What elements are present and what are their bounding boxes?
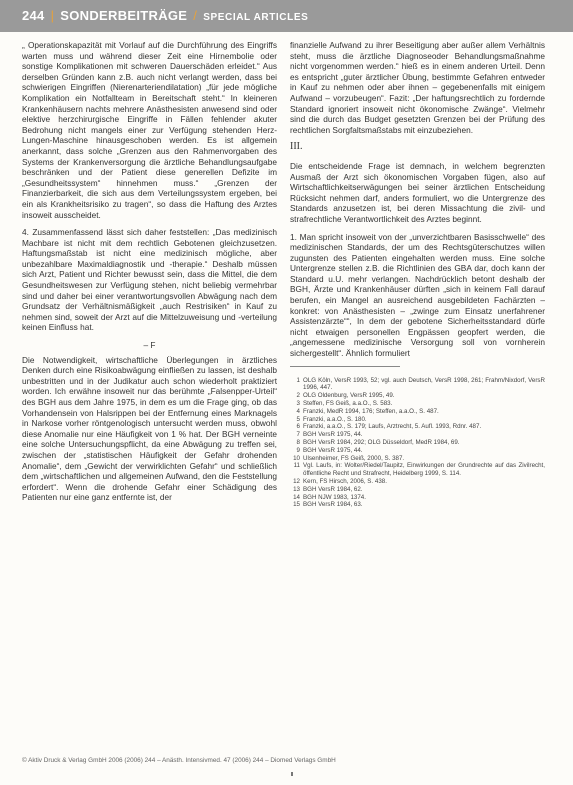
footnote-text: Franzki, a.a.O., S. 180. (303, 415, 367, 423)
footnote (290, 455, 545, 463)
footnote-text: BGH NJW 1983, 1374. (303, 493, 366, 501)
footnote-text: BGH VersR 1975, 44. (303, 446, 363, 454)
footnote-text: Franzki, a.a.O., S. 179; Laufs, Arztrecht, 5. Aufl. 1993, Rdnr. 487. (303, 423, 482, 431)
footnote (290, 486, 545, 494)
footnote (290, 494, 545, 502)
margin-marker: – F (143, 340, 156, 351)
footnote-number: 7 (296, 431, 300, 439)
footnote (290, 408, 545, 416)
footnote (290, 462, 545, 478)
page-number: 244 (22, 8, 45, 23)
footnote-number: 14 (293, 493, 300, 501)
footnote-list (290, 377, 545, 510)
footnote (290, 478, 545, 486)
footnote-number: 4 (296, 407, 300, 415)
footnote-number: 3 (296, 400, 300, 408)
footnote-text: BGH VersR 1975, 44. (303, 431, 363, 439)
footnote-text: Franzki, MedR 1994, 176; Steffen, a.a.O., S. 487. (303, 407, 439, 415)
section-title: SONDERBEITRÄGE (60, 8, 188, 23)
footnote-number: 10 (293, 454, 300, 462)
footnote-text: BGH VersR 1984, 62. (303, 485, 363, 493)
footnote-number: 12 (293, 477, 300, 485)
footnote (290, 423, 545, 431)
footnote (290, 447, 545, 455)
footnote-number: 2 (296, 392, 300, 400)
bottom-crop-mark (291, 772, 293, 776)
footnote-number: 5 (296, 415, 300, 423)
footnote-divider (290, 366, 400, 367)
footnote-text: OLG Köln, VersR 1993, 52; vgl. auch Deutsch, VersR 1998, 261; Frahm/Nixdorf, VersR 1996, 447. (303, 376, 545, 392)
footnote-text: Steffen, FS Geiß, a.a.O., S. 583. (303, 400, 393, 408)
right-column (290, 40, 545, 509)
body-paragraph: „ Operationskapazität mit Vorlauf auf die Durchführung des Eingriffs warten muss und während dieser Zeit eine Hirnembolie oder sonstige Komplikationen mit schweren Dauerschäden erleidet.“ Aus derselben Gründen kann z.B. auch nicht verlangt werden, dass bei schwierigen Eingriffen (Nierenarteriendilatation) „für jede mögliche Komplikation ein Notfallteam in Bereitschaft steht.“ In kleineren Krankenhäusern nachts mehrere Anästhesisten anwesend sind oder elektive herzchirurgische Eingriffe in Fällen fehlender akuter Bedrohung nicht mangels einer zur Verfügung stehenden Herz-Lungen-Maschine hinausgeschoben werden. Es ist allgemein anerkannt, dass solche „Grenzen aus den Rahmenvorgaben des Systems der Krankenversorgung die ärztliche Behandlungsaufgabe beschränken und der Patient diese generellen Defizite im „Gesundheitssystem“ hinnehmen muss.“ „Grenzen der Finanzierbarkeit, die sich aus dem Verteilungssystem ergeben, bei ein als Krankheitsrisiko zu tragen“, so dass die Haftung des Arztes insoweit ausscheidet. (22, 40, 277, 220)
footnote-number: 1 (296, 376, 300, 384)
footnote-number: 9 (296, 446, 300, 454)
footnote-number: 13 (293, 485, 300, 493)
body-paragraph: Die Notwendigkeit, wirtschaftliche Überlegungen in ärztliches Denken durch eine Risikoabwägung einfließen zu lassen, ist deshalb unbestritten und in der Judikatur auch schon wiederholt praktiziert worden. Ich erwähne insoweit nur das berühmte „Falsenpper-Urteil“ des BGH aus dem Jahre 1975, in dem es um die Frage ging, ob das Vorhandensein von Halsrippen bei der Entfernung eines Marknagels in Narkose vorher röntgenologisch untersucht werden muss, obwohl diese Anomalie nur eine Häufigkeit von 1 % hat. Der BGH verneinte eine solche Untersuchungspflicht, da eine Abwägung zu treffen sei, zwischen der „statistischen Häufigkeit der Gefahr drohenden Anomalie“, dem „Gewicht der verwirklichten Gefahr“ und schließlich dem „wirtschaftlichen und allgemeinen Aufwand, den die Feststellung erfordert“. Wenn die drohende Gefahr einer Schädigung des Patienten nur eine ganz entfernte ist, der (22, 354, 277, 503)
footnote-text: BGH VersR 1984, 292; OLG Düsseldorf, MedR 1984, 69. (303, 439, 460, 446)
footnote (290, 392, 545, 400)
footnote (290, 501, 545, 509)
footnote (290, 439, 545, 447)
footnote (290, 431, 545, 439)
body-paragraph: Die entscheidende Frage ist demnach, in welchem begrenzten Ausmaß der Arzt sich ökonomischen Vorgaben fügen, also auf Wirtschaftlichkeitserwägungen bei seiner ärztlichen Entscheidung Rücksicht nehmen darf, anders formuliert, wo die Untergrenze des Standards anzusetzen ist, bei deren Missachtung die zivil- und strafrechtliche Verantwortlichkeit des Arztes beginnt. (290, 160, 545, 224)
footnote (290, 400, 545, 408)
page-footer: © Aktiv Druck & Verlag GmbH 2006 (2006) 244 – Anästh. Intensivmed. 47 (2006) 244 – Diomed Verlags GmbH (22, 757, 336, 764)
footnote-text: OLG Oldenburg, VersR 1995, 49. (303, 392, 395, 400)
footnote (290, 377, 545, 393)
header-separator-2: / (193, 8, 198, 23)
footnote-text: Kern, FS Hirsch, 2006, S. 438. (303, 477, 387, 485)
footnote-number: 11 (293, 462, 300, 470)
footnote-text: Vgl. Laufs, in: Wolter/Riedel/Taupitz, Einwirkungen der Grundrechte auf das Zivilrecht, öffentliche Recht und Strafrecht, Heidelberg 1999, S. 114. (303, 462, 545, 478)
footnote-number: 8 (296, 439, 300, 446)
footnote (290, 416, 545, 424)
footnote-text: Ulsenheimer, FS Geiß, 2000, S. 387. (303, 454, 405, 462)
body-paragraph: 4. Zusammenfassend lässt sich daher feststellen: „Das medizinisch Machbare ist nicht mit dem rechtlich Gebotenen gleichzusetzen. Haftungsmaßstab ist nicht eine medizinisch mögliche, aber unbezahlbare Maximaldiagnostik und -therapie.“ Deshalb müssen sich Arzt, Patient und Richter bewusst sein, dass die Mittel, die dem Gesundheitswesen zur Verfügung stehen, nicht beliebig vermehrbar sind und daher bei einer verantwortungsvollen Abwägung nach dem Grundsatz der Verhältnismäßigkeit „auch Restrisiken“ in Kauf zu nehmen sind, soweit der Arzt auf die Mittelzuweisung und -verteilung keinen Einfluss hat. (22, 227, 277, 333)
footnote-number: 6 (296, 423, 300, 431)
header-separator: | (50, 8, 55, 23)
section-heading: III. (290, 141, 303, 153)
section-subtitle: SPECIAL ARTICLES (203, 12, 309, 23)
body-paragraph: finanzielle Aufwand zu ihrer Beseitigung aber außer allem Verhältnis steht, muss die ärztliche Diagnoseoder Behandlungsmaßnahme nicht vorgenommen werden.“ hieß es in einem anderen Urteil. Denn es entspricht „guter ärztlicher Übung, bestimmte Gefahren entweder in Kauf zu nehmen oder aber ihnen – gegebenenfalls mit einigem Aufwand – vorzubeugen“. Fazit: „Der haftungsrechtlich zu fordernde Standard ignoriert insoweit nicht ökonomische Zwänge“. Vielmehr sind die durch das Budget gesetzten Grenzen bei der Prüfung des rechtlichen Sorgfaltsmaßstabs mit einzubeziehen. (290, 40, 545, 135)
page-header (0, 0, 573, 32)
left-column (22, 40, 277, 510)
body-paragraph: 1. Man spricht insoweit von der „unverzichtbaren Basisschwelle“ des medizinischen Standards, der um des Rechtsgüterschutzes willen zugunsten des Patienten eingehalten werden muss. Eine solche Untergrenze stellen z.B. die Richtlinien des GBA dar, doch kann der Standard u.U. mehr verlangen. Nachdrücklich betont deshalb der BGH, Ärzte und Krankenhäuser dürften „sich in keinem Fall darauf berufen, ein Mangel an ausreichend ausgebildeten Fachärzten – konkret: von Anästhesisten – „zwinge zum Einsatz unerfahrener Assistenzärzte““, In dem der gebotene Sicherheitsstandard dürfe nicht etwaigen personellen Engpässen geopfert werden, die „angemessene medizinische Versorgung soll von vornherein sichergestellt“. Ähnlich formuliert (290, 231, 545, 359)
header-text (22, 8, 308, 23)
footnote-number: 15 (293, 501, 300, 509)
footnote-text: BGH VersR 1984, 63. (303, 501, 363, 509)
